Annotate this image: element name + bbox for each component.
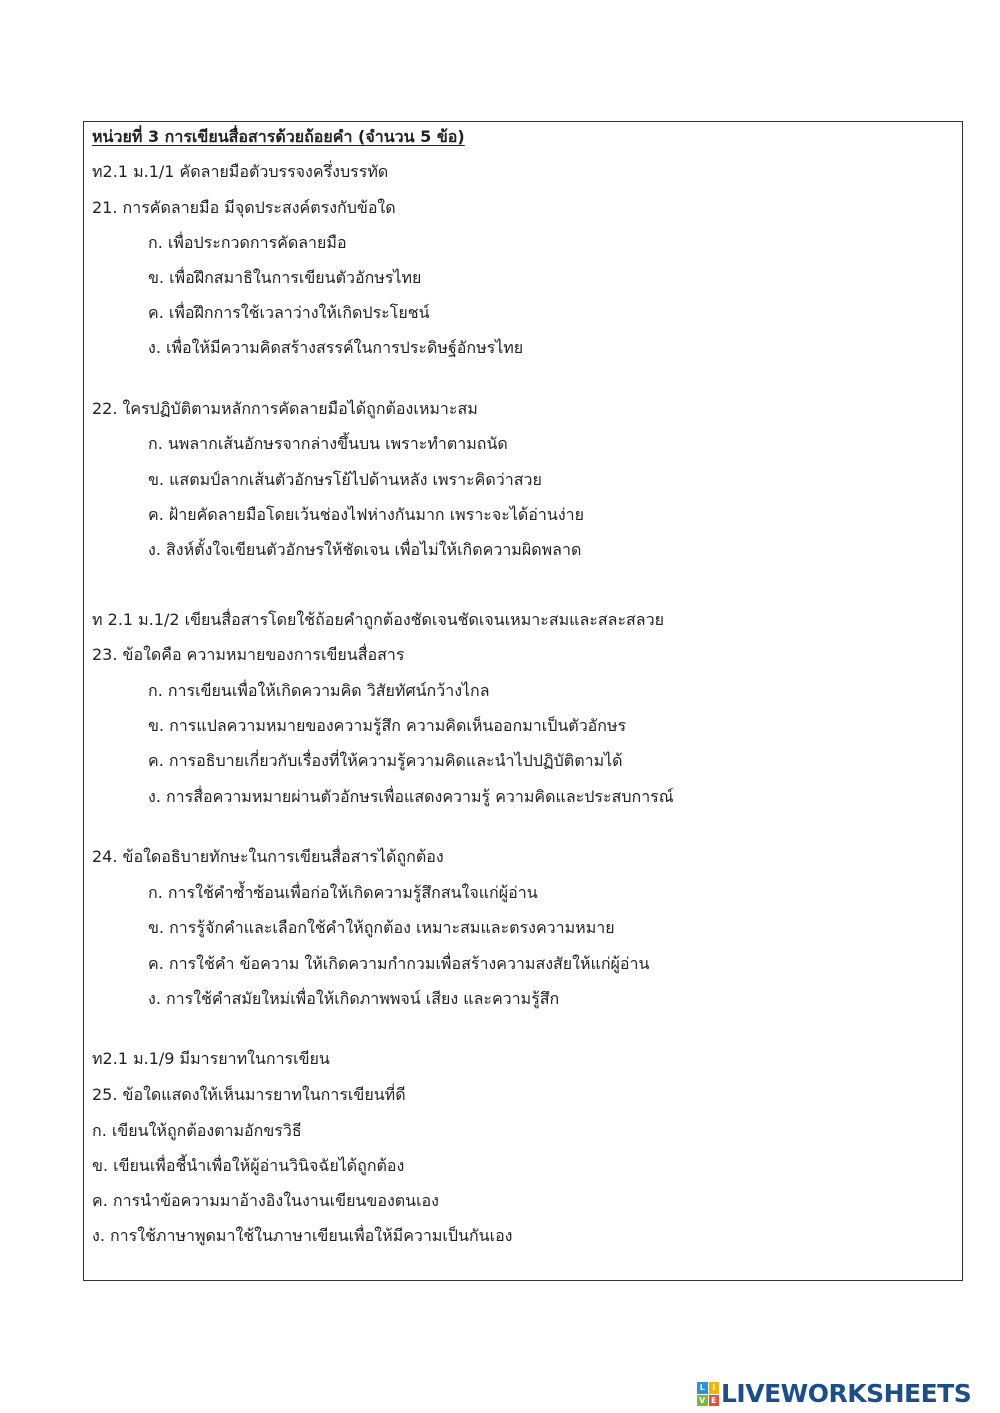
question-24: 24. ข้อใดอธิบายทักษะในการเขียนสื่อสารได้ถูกต้อง <box>92 847 444 866</box>
logo-mark-icon <box>697 1382 719 1406</box>
logo-text: LIVEWORKSHEETS <box>721 1379 972 1408</box>
question-24-choice-a: ก. การใช้คำซ้ำซ้อนเพื่อก่อให้เกิดความรู้สึกสนใจแก่ผู้อ่าน <box>148 883 538 902</box>
indicator-text: ท 2.1 ม.1/2 เขียนสื่อสารโดยใช้ถ้อยคำถูกต้องชัดเจนชัดเจนเหมาะสมและสละสลวย <box>92 610 664 629</box>
question-25-choice-d: ง. การใช้ภาษาพูดมาใช้ในภาษาเขียนเพื่อให้มีความเป็นกันเอง <box>92 1226 513 1245</box>
question-22-choice-d: ง. สิงห์ตั้งใจเขียนตัวอักษรให้ชัดเจน เพื่อไม่ให้เกิดความผิดพลาด <box>148 540 582 559</box>
question-23-choice-b: ข. การแปลความหมายของความรู้สึก ความคิดเห็นออกมาเป็นตัวอักษร <box>148 716 627 735</box>
question-21: 21. การคัดลายมือ มีจุดประสงค์ตรงกับข้อใด <box>92 198 396 217</box>
question-25: 25. ข้อใดแสดงให้เห็นมารยาทในการเขียนที่ดี <box>92 1085 406 1104</box>
logo-mark-letter: I <box>709 1382 720 1394</box>
indicator-text: ท2.1 ม.1/1 คัดลายมือตัวบรรจงครึ่งบรรทัด <box>92 162 389 181</box>
logo-mark-letter: L <box>697 1382 708 1394</box>
question-22-choice-b: ข. แสตมป์ลากเส้นตัวอักษรโย้ไปด้านหลัง เพราะคิดว่าสวย <box>148 470 542 489</box>
logo-mark-letter: V <box>697 1395 708 1407</box>
question-23-choice-c: ค. การอธิบายเกี่ยวกับเรื่องที่ให้ความรู้ความคิดและนำไปปฏิบัติตามได้ <box>148 751 623 770</box>
question-24-choice-c: ค. การใช้คำ ข้อความ ให้เกิดความกำกวมเพื่อสร้างความสงสัยให้แก่ผู้อ่าน <box>148 954 650 973</box>
logo-mark-letter: E <box>709 1395 720 1407</box>
liveworksheets-logo <box>697 1378 971 1410</box>
question-21-choice-d: ง. เพื่อให้มีความคิดสร้างสรรค์ในการประดิษฐ์อักษรไทย <box>148 338 524 357</box>
indicator-text: ท2.1 ม.1/9 มีมารยาทในการเขียน <box>92 1049 330 1068</box>
question-23-choice-d: ง. การสื่อความหมายผ่านตัวอักษรเพื่อแสดงความรู้ ความคิดและประสบการณ์ <box>148 787 674 806</box>
question-22-choice-c: ค. ฝ้ายคัดลายมือโดยเว้นช่องไฟห่างกันมาก เพราะจะได้อ่านง่าย <box>148 505 584 524</box>
question-24-choice-b: ข. การรู้จักคำและเลือกใช้คำให้ถูกต้อง เหมาะสมและตรงความหมาย <box>148 918 615 937</box>
question-21-choice-b: ข. เพื่อฝึกสมาธิในการเขียนตัวอักษรไทย <box>148 268 422 287</box>
question-21-choice-a: ก. เพื่อประกวดการคัดลายมือ <box>148 233 347 252</box>
question-25-choice-a: ก. เขียนให้ถูกต้องตามอักขรวิธี <box>92 1121 302 1140</box>
question-22-choice-a: ก. นพลากเส้นอักษรจากล่างขึ้นบน เพราะทำตามถนัด <box>148 434 508 453</box>
question-23: 23. ข้อใดคือ ความหมายของการเขียนสื่อสาร <box>92 645 405 664</box>
question-25-choice-b: ข. เขียนเพื่อชี้นำเพื่อให้ผู้อ่านวินิจฉัยได้ถูกต้อง <box>92 1156 405 1175</box>
question-21-choice-c: ค. เพื่อฝึกการใช้เวลาว่างให้เกิดประโยชน์ <box>148 303 430 322</box>
unit-title: หน่วยที่ 3 การเขียนสื่อสารด้วยถ้อยคำ (จำนวน 5 ข้อ) <box>92 127 465 146</box>
question-25-choice-c: ค. การนำข้อความมาอ้างอิงในงานเขียนของตนเอง <box>92 1191 439 1210</box>
question-24-choice-d: ง. การใช้คำสมัยใหม่เพื่อให้เกิดภาพพจน์ เสียง และความรู้สึก <box>148 989 560 1008</box>
question-22: 22. ใครปฏิบัติตามหลักการคัดลายมือได้ถูกต้องเหมาะสม <box>92 399 478 418</box>
question-23-choice-a: ก. การเขียนเพื่อให้เกิดความคิด วิสัยทัศน์กว้างไกล <box>148 681 490 700</box>
